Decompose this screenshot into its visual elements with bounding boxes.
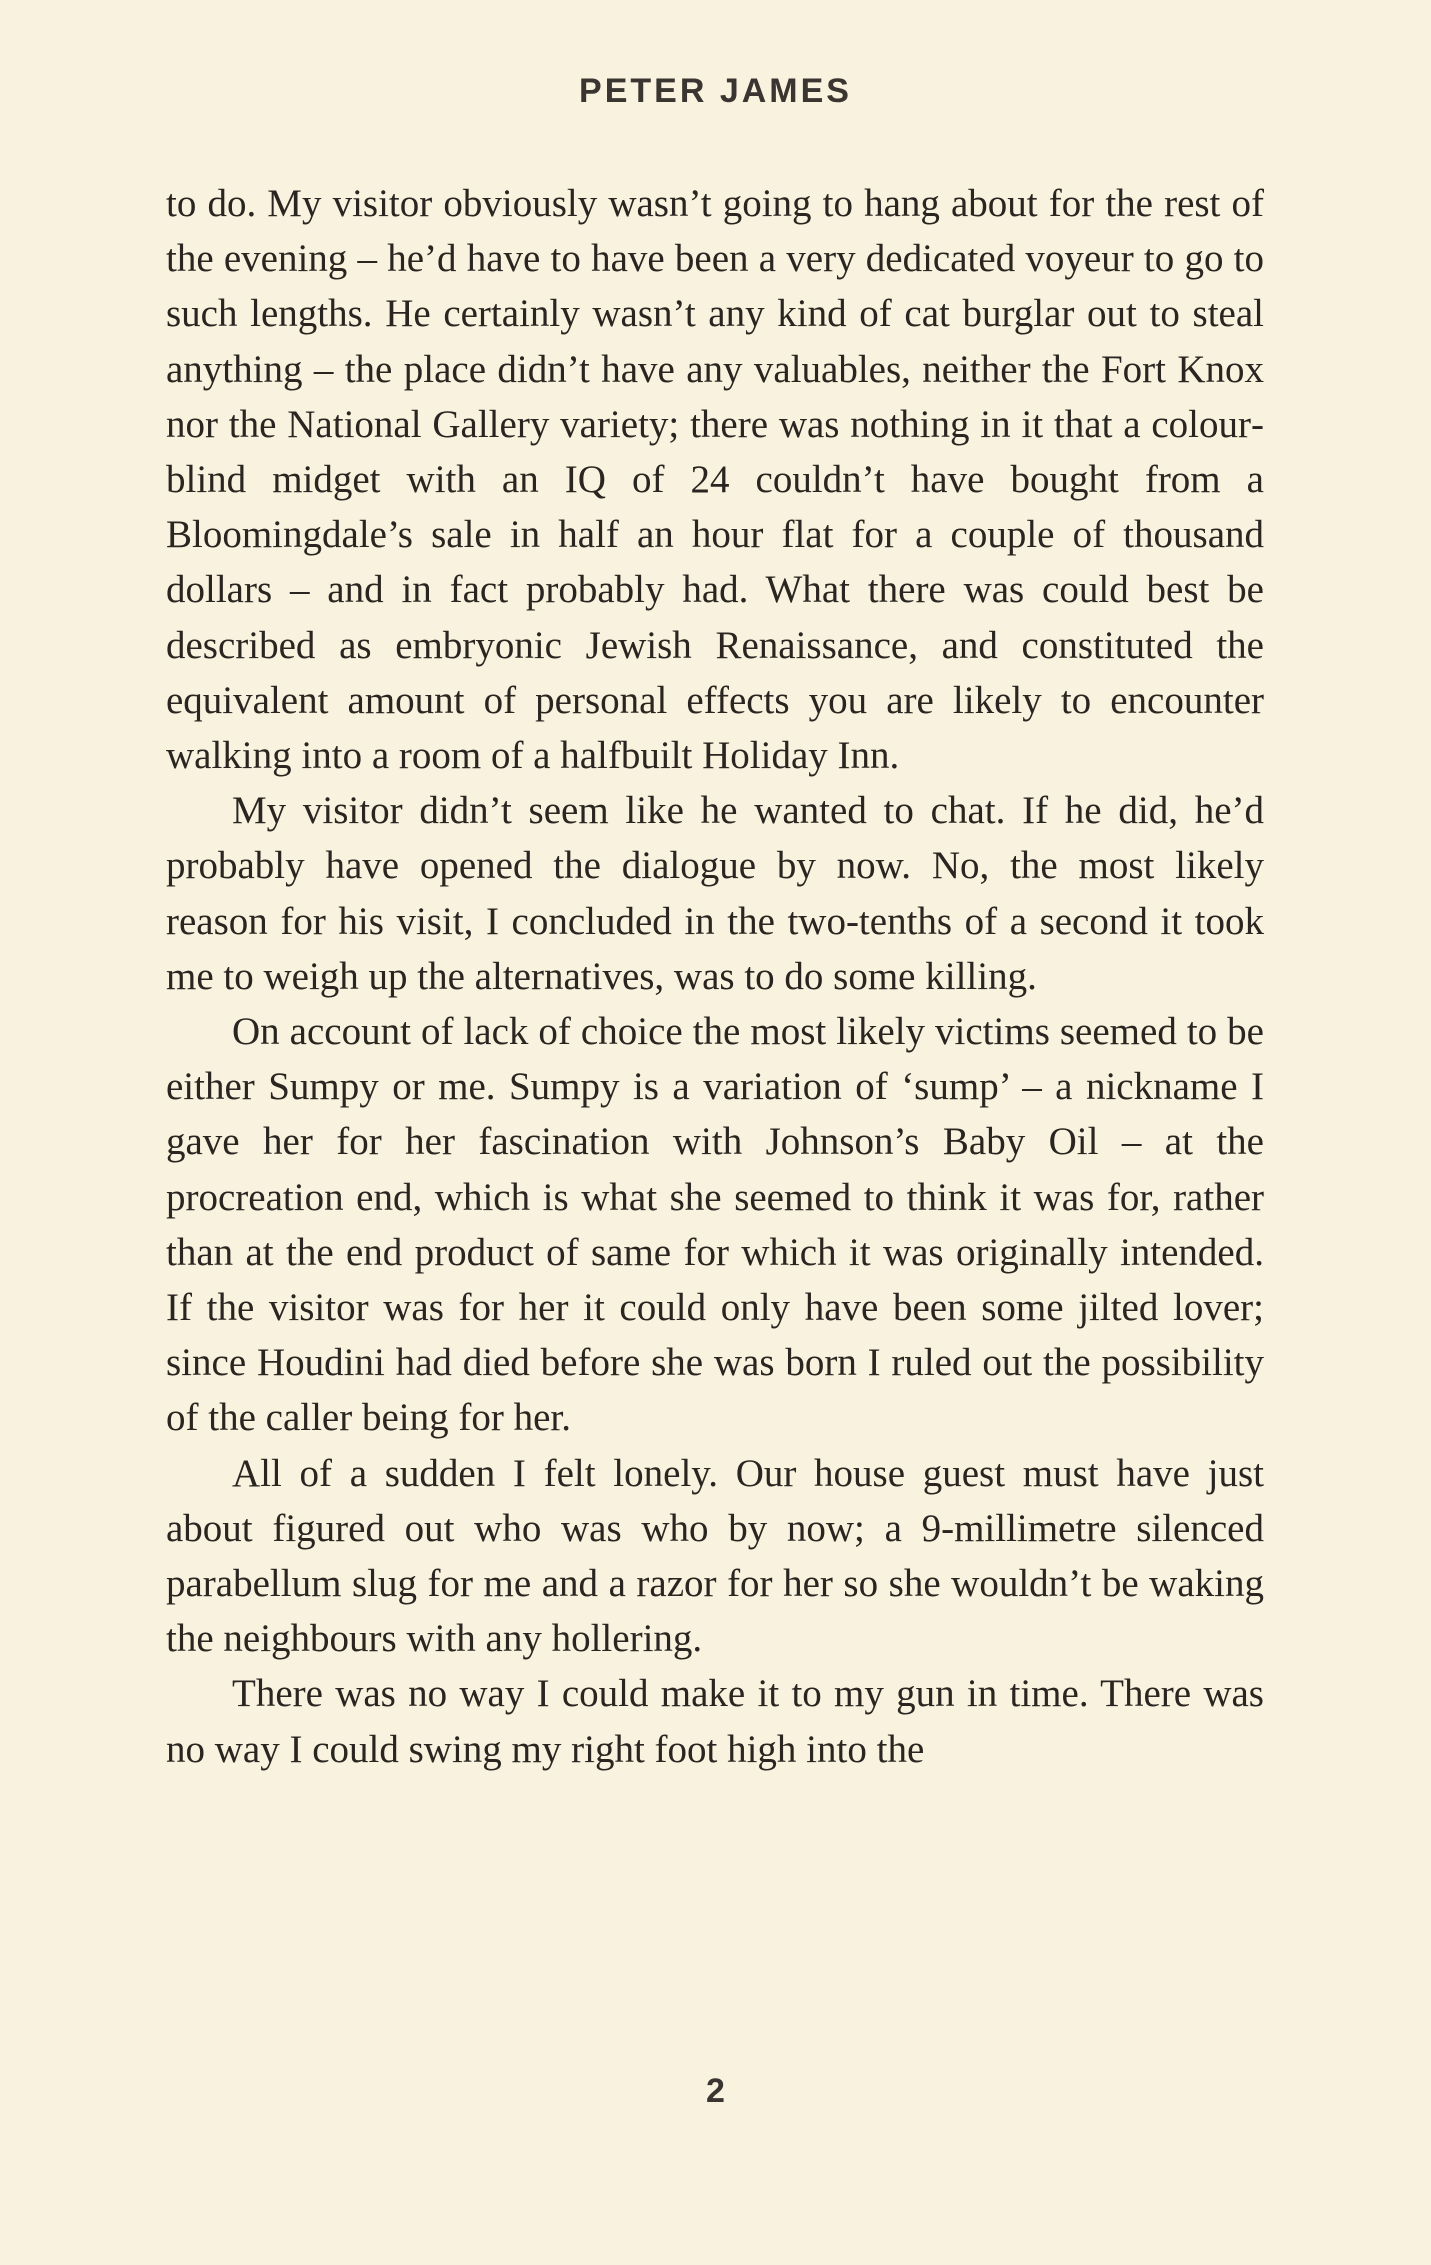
- paragraph-4: All of a sudden I felt lonely. Our house guest must have just about figured out who was who by now; a 9-millimetre silenced parabellum slug for me and a razor for her so she wouldn’t be waking the neighbours with any hollering.: [166, 1451, 1264, 1661]
- running-head: PETER JAMES: [579, 72, 852, 110]
- paragraph-3: On account of lack of choice the most likely victims seemed to be either Sumpy or me. Sumpy is a variation of ‘sump’ – a nickname I gave her for her fascination with Johnson’s Baby Oil – at the procreation end, which is what she seemed to think it was for, rather than at the end product of same for which it was originally intended. If the visitor was for her it could only have been some jilted lover; since Houdini had died before she was born I ruled out the possibility of the caller being for her.: [166, 1010, 1264, 1440]
- page-number: 2: [706, 2072, 725, 2110]
- paragraph-1: to do. My visitor obviously wasn’t going to hang about for the rest of the evening – he’d have to have been a very dedicated voyeur to go to such lengths. He certainly wasn’t any kind of cat burglar out to steal anything – the place didn’t have any valuables, neither the Fort Knox nor the National Gallery variety; there was nothing in it that a colourblind midget with an IQ of 24 couldn’t have bought from a Bloomingdale’s sale in half an hour flat for a couple of thousand dollars – and in fact probably had. What there was could best be described as embryonic Jewish Renaissance, and constituted the equivalent amount of personal effects you are likely to encounter walking into a room of a halfbuilt Holiday Inn.: [166, 182, 1264, 778]
- body-text: [166, 176, 1264, 1777]
- paragraph-5: There was no way I could make it to my gun in time. There was no way I could swing my right foot high into the: [166, 1672, 1264, 1771]
- paragraph-2: My visitor didn’t seem like he wanted to chat. If he did, he’d probably have opened the dialogue by now. No, the most likely reason for his visit, I concluded in the two-tenths of a second it took me to weigh up the alternatives, was to do some killing.: [166, 789, 1264, 998]
